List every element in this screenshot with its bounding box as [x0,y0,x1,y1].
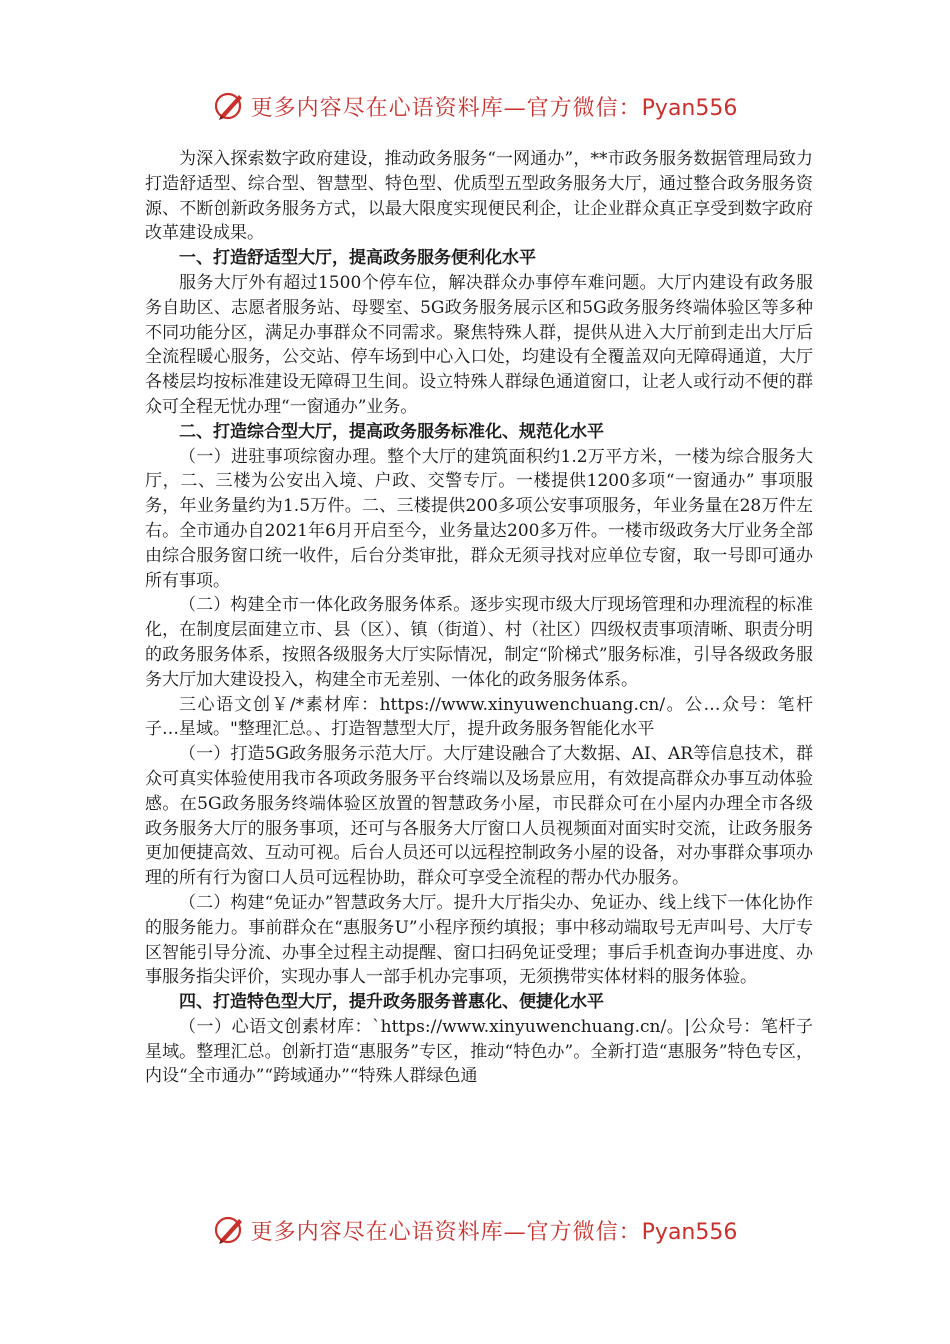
paragraph: 为深入探索数字政府建设，推动政务服务“一网通办”，**市政务服务数据管理局致力打造舒适型、综合型、智慧型、特色型、优质型五型政务服务大厅，通过整合政务服务资源、不断创新政务服务方式，以最大限度实现便民利企，让企业群众真正享受到数字政府改革建设成果。 [145,149,813,244]
paragraph: （一）进驻事项综窗办理。整个大厅的建筑面积约1.2万平方米，一楼为综合服务大厅，二、三楼为公安出入境、户政、交警专厅。一楼提供1200多项“一窗通办” 事项服务，年业务量约为1.5万件。二、三楼提供200多项公安事项服务，年业务量在28万件左右。全市通办自2021年6月开启至今，业务量达200多万件。一楼市级政务大厅业务全部由综合服务窗口统一收件，后台分类审批，群众无须寻找对应单位专窗，取一号即可通办所有事项。 [145,446,813,591]
section-heading: 二、打造综合型大厅，提高政务服务标准化、规范化水平 [179,421,604,442]
document-body [145,147,813,1089]
pen-logo-icon [213,1213,247,1247]
banner-wechat-id: Pyan556 [641,95,738,121]
paragraph: （一）打造5G政务服务示范大厅。大厅建设融合了大数据、AI、AR等信息技术，群众可真实体验使用我市各项政务服务平台终端以及场景应用，有效提高群众办事互动体验感。在5G政务服务终端体验区放置的智慧政务小屋，市民群众可在小屋内办理全市各级政务服务大厅的服务事项，还可与各服务大厅窗口人员视频面对面实时交流，让政务服务更加便捷高效、互动可视。后台人员还可以远程控制政务小屋的设备，对办事群众事项办理的所有行为窗口人员可远程协助，群众可享受全流程的帮办代办服务。 [145,744,813,889]
paragraph-watermark-text: （一）心语文创素材库：`https://www.xinyuwenchuang.cn/。|公众号：笔杆子星域。整理汇总。创新打造“惠服务”专区，推动“特色办”。全新打造“惠服务”特色专区，内设“全市通办”“跨域通办”“特殊人群绿色通 [145,1016,813,1087]
banner-text: 更多内容尽在心语资料库—官方微信： [250,1219,642,1245]
section-heading: 一、打造舒适型大厅，提高政务服务便利化水平 [179,248,536,269]
pen-logo-icon [213,89,247,123]
paragraph-watermark-text: 三心语文创￥/*素材库：https://www.xinyuwenchuang.cn/。公…众号：笔杆子…星域。"整理汇总。、打造智慧型大厅，提升政务服务智能化水平 [145,694,813,740]
paragraph: （二）构建全市一体化政务服务体系。逐步实现市级大厅现场管理和办理流程的标准化，在制度层面建立市、县（区）、镇（街道）、村（社区）四级权责事项清晰、职责分明的政务服务体系，按照各级服务大厅实际情况，制定“阶梯式”服务标准，引导各级政务服务大厅加大建设投入，构建全市无差别、一体化的政务服务体系。 [145,595,813,690]
section-heading: 四、打造特色型大厅，提升政务服务普惠化、便捷化水平 [179,992,604,1013]
paragraph: （二）构建“免证办”智慧政务大厅。提升大厅指尖办、免证办、线上线下一体化协作的服务能力。事前群众在“惠服务U”小程序预约填报；事中移动端取号无声叫号、大厅专区智能引导分流、办事全过程主动提醒、窗口扫码免证受理；事后手机查询办事进度、办事服务指尖评价，实现办事人一部手机办完事项，无须携带实体材料的服务体验。 [145,892,813,988]
banner-wechat-id: Pyan556 [641,1219,738,1245]
header-watermark-banner [0,86,950,126]
paragraph: 服务大厅外有超过1500个停车位，解决群众办事停车难问题。大厅内建设有政务服务自助区、志愿者服务站、母婴室、5G政务服务展示区和5G政务服务终端体验区等多种不同功能分区，满足办事群众不同需求。聚焦特殊人群，提供从进入大厅前到走出大厅后全流程暖心服务，公交站、停车场到中心入口处，均建设有全覆盖双向无障碍通道，大厅各楼层均按标准建设无障碍卫生间。设立特殊人群绿色通道窗口，让老人或行动不便的群众可全程无忧办理“一窗通办”业务。 [145,272,813,417]
footer-watermark-banner [0,1210,950,1250]
banner-text: 更多内容尽在心语资料库—官方微信： [250,95,642,121]
